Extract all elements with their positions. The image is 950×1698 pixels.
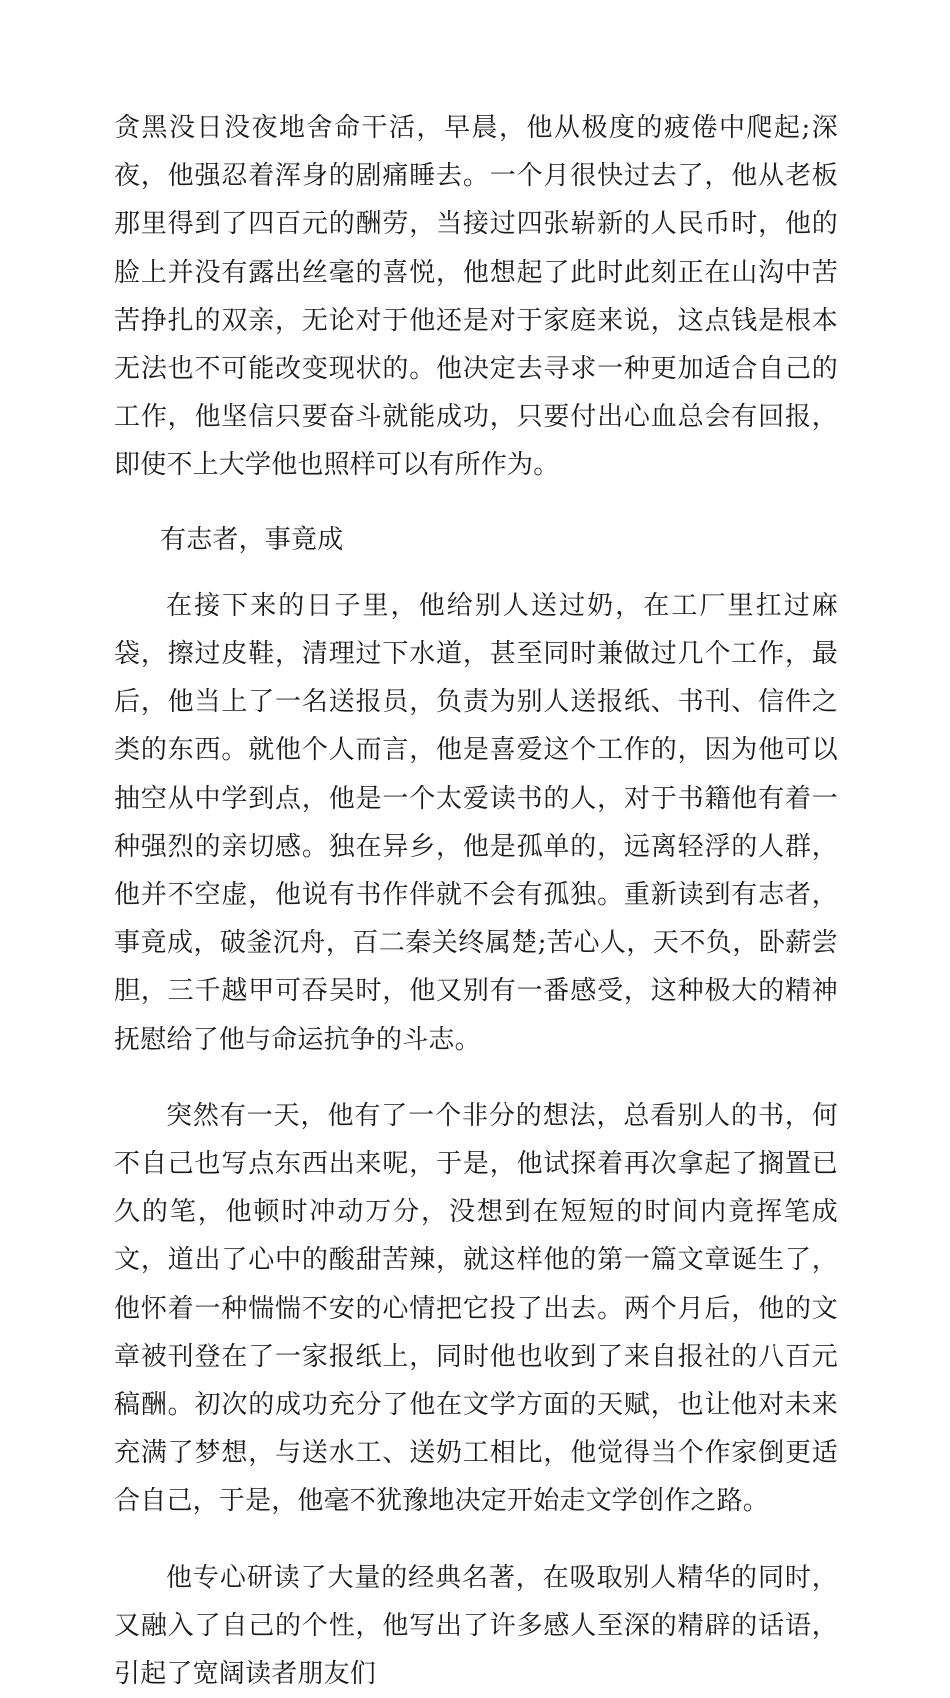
paragraph-continuation: 贪黑没日没夜地舍命干活，早晨，他从极度的疲倦中爬起;深夜，他强忍着浑身的剧痛睡去。一个月很快过去了，他从老板那里得到了四百元的酬劳，当接过四张崭新的人民币时，他的脸上并没有露出丝毫的喜悦，他想起了此时此刻正在山沟中苦苦挣扎的双亲，无论对于他还是对于家庭来说，这点钱是根本无法也不可能改变现状的。他决定去寻求一种更加适合自己的工作，他坚信只要奋斗就能成功，只要付出心血总会有回报，即使不上大学他也照样可以有所作为。 xyxy=(114,113,838,481)
paragraph-writing: 突然有一天，他有了一个非分的想法，总看别人的书，何不自己也写点东西出来呢，于是，他试探着再次拿起了搁置已久的笔，他顿时冲动万分，没想到在短短的时间内竟挥笔成文，道出了心中的酸甜苦辣，就这样他的第一篇文章诞生了，他怀着一种惴惴不安的心情把它投了出去。两个月后，他的文章被刊登在了一家报纸上，同时他也收到了来自报社的八百元稿酬。初次的成功充分了他在文学方面的天赋，也让他对未来充满了梦想，与送水工、送奶工相比，他觉得当个作家倒更适合自己，于是，他毫不犹豫地决定开始走文学创作之路。 xyxy=(114,1100,838,1517)
paragraph-jobs: 在接下来的日子里，他给别人送过奶，在工厂里扛过麻袋，擦过皮鞋，清理过下水道，甚至同时兼做过几个工作，最后，他当上了一名送报员，负责为别人送报纸、书刊、信件之类的东西。就他个人而言，他是喜爱这个工作的，因为他可以抽空从中学到点，他是一个太爱读书的人，对于书籍他有着一种强烈的亲切感。独在异乡，他是孤单的，远离轻浮的人群，他并不空虚，他说有书作伴就不会有孤独。重新读到有志者，事竟成，破釜沉舟，百二秦关终属楚;苦心人，天不负，卧薪尝胆，三千越甲可吞吴时，他又别有一番感受，这种极大的精神抚慰给了他与命运抗争的斗志。 xyxy=(114,590,838,1055)
section-heading: 有志者，事竟成 xyxy=(160,524,344,555)
paragraph-study: 他专心研读了大量的经典名著，在吸取别人精华的同时，又融入了自己的个性，他写出了许多感人至深的精辟的话语，引起了宽阔读者朋友们 xyxy=(114,1562,838,1690)
document-body xyxy=(114,104,838,1698)
